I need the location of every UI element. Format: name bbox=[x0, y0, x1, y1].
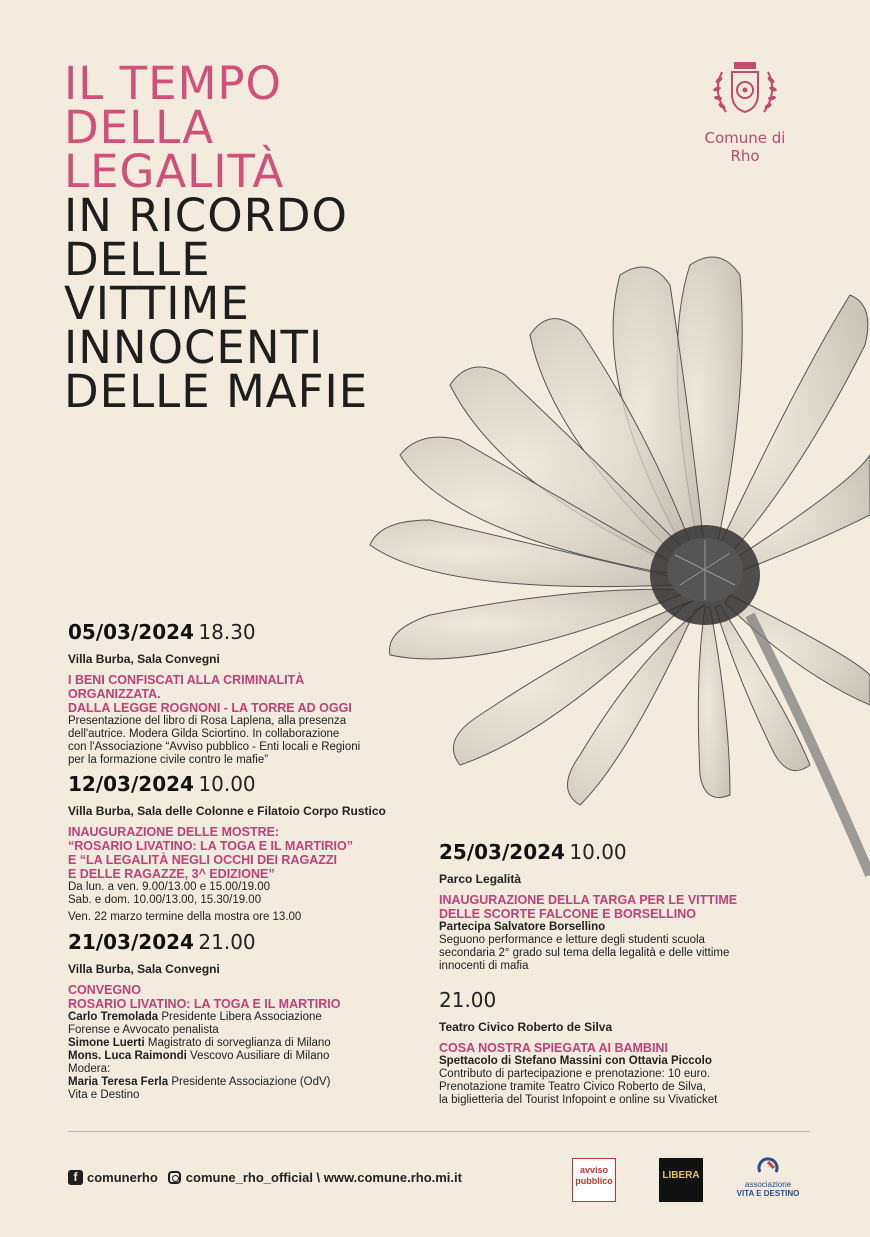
event-description bbox=[68, 881, 408, 924]
event-time: 21.00 bbox=[439, 988, 497, 1012]
heading-line: I BENI CONFISCATI ALLA CRIMINALITÀ bbox=[68, 673, 305, 687]
logo-text: Comune di Rho bbox=[704, 129, 786, 165]
event-description bbox=[439, 1055, 769, 1107]
event-25-03-evening bbox=[439, 988, 769, 1107]
event-date: 12/03/2024 bbox=[68, 772, 194, 796]
social-links bbox=[68, 1170, 462, 1185]
body-line: dell'autrice. Modera Gilda Sciortino. In collaborazione bbox=[68, 728, 340, 740]
facebook-handle[interactable]: comunerho bbox=[87, 1170, 158, 1185]
title-line: LEGALITÀ bbox=[64, 145, 285, 198]
heading-line: DALLA LEGGE ROGNONI - LA TORRE AD OGGI bbox=[68, 701, 352, 715]
body-line: Presentazione del libro di Rosa Laplena, alla presenza bbox=[68, 715, 347, 727]
speaker-line: Maria Teresa Ferla Presidente Associazione (OdV) bbox=[68, 1076, 331, 1088]
body-line: Da lun. a ven. 9.00/13.00 e 15.00/19.00 bbox=[68, 881, 271, 893]
logo-text: avviso bbox=[579, 1165, 609, 1175]
event-05-03 bbox=[68, 620, 398, 767]
facebook-icon[interactable]: f bbox=[68, 1170, 83, 1185]
subtitle-line: DELLE bbox=[64, 233, 211, 286]
logo-text: pubblico bbox=[575, 1176, 613, 1186]
logo-text: associazione bbox=[744, 1180, 792, 1189]
event-heading bbox=[439, 893, 769, 921]
event-speakers bbox=[68, 1011, 408, 1102]
body-note: Ven. 22 marzo termine della mostra ore 13.00 bbox=[68, 911, 302, 923]
speaker-line: Carlo Tremolada Presidente Libera Associazione bbox=[68, 1011, 322, 1023]
logo-text: VITA E DESTINO bbox=[736, 1189, 800, 1198]
body-line: Seguono performance e letture degli studenti scuola bbox=[439, 934, 705, 946]
event-place: Teatro Civico Roberto de Silva bbox=[439, 1020, 613, 1034]
comune-logo bbox=[690, 58, 800, 165]
coat-of-arms-icon bbox=[708, 58, 782, 120]
instagram-and-website[interactable]: comune_rho_official \ www.comune.rho.mi.it bbox=[185, 1170, 462, 1185]
event-21-03 bbox=[68, 930, 408, 1102]
body-line: Prenotazione tramite Teatro Civico Roberto de Silva, bbox=[439, 1081, 706, 1093]
heading-line: CONVEGNO bbox=[68, 983, 141, 997]
speaker-line: Modera: bbox=[68, 1063, 111, 1075]
event-heading bbox=[68, 825, 408, 881]
event-time: 21.00 bbox=[198, 930, 256, 954]
heading-line: INAUGURAZIONE DELLA TARGA PER LE VITTIME bbox=[439, 893, 738, 907]
event-guest: Spettacolo di Stefano Massini con Ottavia Piccolo bbox=[439, 1055, 712, 1067]
event-time: 10.00 bbox=[198, 772, 256, 796]
event-place: Villa Burba, Sala Convegni bbox=[68, 962, 220, 976]
subtitle-line: INNOCENTI bbox=[64, 321, 324, 374]
speaker-line: Vita e Destino bbox=[68, 1089, 140, 1101]
heading-line: E “LA LEGALITÀ NEGLI OCCHI DEI RAGAZZI bbox=[68, 853, 337, 867]
body-line: secondaria 2° grado sul tema della legalità e delle vittime bbox=[439, 947, 730, 959]
event-date: 05/03/2024 bbox=[68, 620, 194, 644]
event-heading bbox=[439, 1041, 769, 1055]
logo-text: LIBERA bbox=[662, 1170, 700, 1181]
event-time: 10.00 bbox=[569, 840, 627, 864]
title-line: DELLA bbox=[64, 101, 215, 154]
event-place: Parco Legalità bbox=[439, 872, 522, 886]
poster-title bbox=[64, 57, 369, 418]
title-line: IL TEMPO bbox=[64, 57, 282, 110]
heading-line: DELLE SCORTE FALCONE E BORSELLINO bbox=[439, 907, 696, 921]
instagram-icon[interactable] bbox=[168, 1171, 181, 1184]
vita-e-destino-icon bbox=[756, 1156, 780, 1178]
event-place: Villa Burba, Sala Convegni bbox=[68, 652, 220, 666]
vita-e-destino-logo bbox=[733, 1156, 803, 1198]
heading-line: “ROSARIO LIVATINO: LA TOGA E IL MARTIRIO” bbox=[68, 839, 353, 853]
footer-divider bbox=[68, 1131, 810, 1132]
event-description bbox=[68, 715, 398, 767]
body-line: con l'Associazione “Avviso pubblico - Enti locali e Regioni bbox=[68, 741, 361, 753]
heading-line: COSA NOSTRA SPIEGATA AI BAMBINI bbox=[439, 1041, 668, 1055]
body-line: la biglietteria del Tourist Infopoint e online su Vivaticket bbox=[439, 1094, 718, 1106]
event-12-03 bbox=[68, 772, 408, 924]
event-date: 21/03/2024 bbox=[68, 930, 194, 954]
heading-line: E DELLE RAGAZZE, 3^ EDIZIONE” bbox=[68, 867, 275, 881]
body-line: Sab. e dom. 10.00/13.00, 15.30/19.00 bbox=[68, 894, 262, 906]
body-line: innocenti di mafia bbox=[439, 960, 529, 972]
libera-logo bbox=[659, 1158, 703, 1202]
heading-line: INAUGURAZIONE DELLE MOSTRE: bbox=[68, 825, 280, 839]
subtitle-line: IN RICORDO bbox=[64, 189, 348, 242]
body-line: per la formazione civile contro le mafie” bbox=[68, 754, 269, 766]
event-heading bbox=[68, 673, 398, 715]
avviso-pubblico-logo bbox=[572, 1158, 616, 1202]
subtitle-line: DELLE MAFIE bbox=[64, 365, 369, 418]
daisy-illustration bbox=[330, 235, 870, 935]
event-heading bbox=[68, 983, 408, 1011]
event-date: 25/03/2024 bbox=[439, 840, 565, 864]
heading-line: ROSARIO LIVATINO: LA TOGA E IL MARTIRIO bbox=[68, 997, 341, 1011]
speaker-line: Simone Luerti Magistrato di sorveglianza di Milano bbox=[68, 1037, 331, 1049]
speaker-line: Mons. Luca Raimondi Vescovo Ausiliare di Milano bbox=[68, 1050, 330, 1062]
heading-line: ORGANIZZATA. bbox=[68, 687, 161, 701]
event-description bbox=[439, 921, 769, 973]
event-time: 18.30 bbox=[198, 620, 256, 644]
body-line: Contributo di partecipazione e prenotazione: 10 euro. bbox=[439, 1068, 711, 1080]
event-guest: Partecipa Salvatore Borsellino bbox=[439, 921, 606, 933]
speaker-line: Forense e Avvocato penalista bbox=[68, 1024, 219, 1036]
event-place: Villa Burba, Sala delle Colonne e Filatoio Corpo Rustico bbox=[68, 804, 386, 818]
subtitle-line: VITTIME bbox=[64, 277, 250, 330]
event-25-03 bbox=[439, 840, 769, 973]
